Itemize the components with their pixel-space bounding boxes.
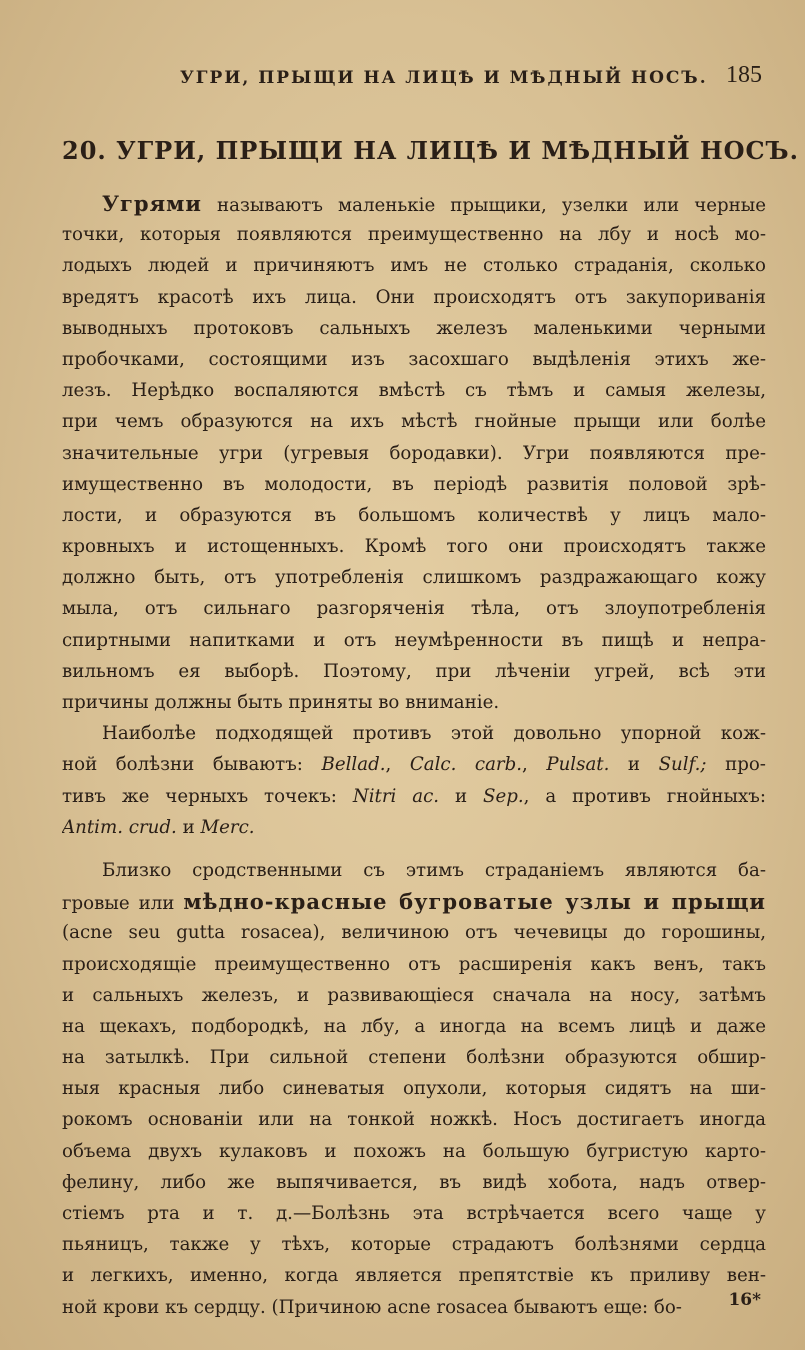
- text-run: пьяницъ, также у тѣхъ, которые страдаютъ болѣзнями сердца: [62, 1234, 766, 1256]
- text-run: кровныхъ и истощенныхъ. Кромѣ того они происходятъ также: [62, 536, 766, 558]
- paragraph: [62, 188, 766, 718]
- text-run: , а противъ гнойныхъ:: [523, 785, 766, 807]
- paragraph: [62, 855, 766, 1323]
- text-run: рокомъ основаніи или на тонкой ножкѣ. Носъ достигаетъ иногда: [62, 1109, 766, 1131]
- text-run: должно быть, отъ употребленія слишкомъ раздражающаго кожу: [62, 567, 766, 589]
- text-run: ной болѣзни бываютъ:: [62, 754, 322, 776]
- text-line: [62, 1260, 766, 1291]
- remedy-name: Nitri ac.: [352, 785, 440, 807]
- text-line: [62, 1073, 766, 1104]
- text-run: Близко сродственными съ этимъ страданіемъ являются ба-: [102, 859, 766, 881]
- text-run: и: [609, 754, 659, 776]
- text-line: [62, 562, 766, 593]
- bold-term: мѣдно-красные бугроватые узлы и прыщи: [183, 889, 766, 915]
- text-run: имущественно въ молодости, въ періодѣ развитія половой зрѣ-: [62, 473, 766, 495]
- text-run: мыла, отъ сильнаго разгоряченія тѣла, отъ злоупотребленія: [62, 598, 766, 620]
- text-line: [62, 219, 766, 250]
- text-line: [62, 917, 766, 948]
- remedy-name: Bellad.: [321, 754, 386, 776]
- text-line: [62, 1229, 766, 1260]
- text-line: [62, 1198, 766, 1229]
- text-line: [62, 781, 766, 812]
- text-run: спиртными напитками и отъ неумѣренности въ пищѣ и непра-: [62, 629, 766, 651]
- text-line: [62, 749, 766, 780]
- text-run: лости, и образуются въ большомъ количествѣ у лицъ мало-: [62, 504, 766, 526]
- text-run: ной крови къ сердцу. (Причиною acne rosacea бываютъ еще: бо-: [62, 1296, 682, 1318]
- remedy-name: Sep.: [483, 785, 524, 807]
- text-line: [62, 344, 766, 375]
- remedy-name: Merc.: [200, 816, 255, 838]
- text-run: фелину, либо же выпячивается, въ видѣ хобота, надъ отвер-: [62, 1171, 766, 1193]
- text-line: [62, 313, 766, 344]
- text-line: [62, 718, 766, 749]
- remedy-name: Sulf.;: [658, 754, 707, 776]
- text-run: пробочками, состоящими изъ засохшаго выдѣленія этихъ же-: [62, 348, 766, 370]
- text-run: объема двухъ кулаковъ и похожъ на большую бугристую карто-: [62, 1140, 766, 1162]
- text-run: ,: [522, 754, 547, 776]
- bold-term: Угрями: [102, 191, 202, 216]
- text-run: происходящіе преимущественно отъ расширенія какъ венъ, такъ: [62, 953, 766, 975]
- paragraph: [62, 718, 766, 843]
- text-run: значительные угри (угревыя бородавки). Угри появляются пре-: [62, 442, 766, 464]
- text-run: на затылкѣ. При сильной степени болѣзни образуются обшир-: [62, 1047, 766, 1069]
- text-line: [62, 656, 766, 687]
- text-line: [62, 1042, 766, 1073]
- text-run: тивъ же черныхъ точекъ:: [62, 785, 353, 807]
- text-run: называютъ маленькіе прыщики, узелки или черные: [201, 195, 766, 216]
- text-line: [62, 949, 766, 980]
- text-run: лодыхъ людей и причиняютъ имъ не столько страданія, сколько: [62, 255, 766, 277]
- running-title: УГРИ, ПРЫЩИ НА ЛИЦѢ И МѢДНЫЙ НОСЪ.: [180, 68, 708, 88]
- body-text: [62, 188, 766, 1323]
- text-run: ныя красныя либо синеватыя опухоли, которыя сидятъ на ши-: [62, 1078, 766, 1100]
- text-line: [62, 282, 766, 313]
- running-head: [62, 62, 762, 102]
- page-number: 185: [726, 62, 762, 88]
- text-run: лезъ. Нерѣдко воспаляются вмѣстѣ съ тѣмъ и самыя железы,: [62, 380, 766, 402]
- text-line: [62, 469, 766, 500]
- text-line: [62, 855, 766, 886]
- text-line: [62, 625, 766, 656]
- text-line: [62, 375, 766, 406]
- text-line: [62, 1011, 766, 1042]
- text-line: [62, 687, 766, 718]
- text-run: на щекахъ, подбородкѣ, на лбу, а иногда на всемъ лицѣ и даже: [62, 1015, 766, 1037]
- text-run: точки, которыя появляются преимущественно на лбу и носѣ мо-: [62, 224, 766, 246]
- text-line: [62, 980, 766, 1011]
- text-run: Наиболѣе подходящей противъ этой довольно упорной кож-: [102, 723, 766, 745]
- text-run: и: [439, 785, 484, 807]
- text-run: ,: [385, 754, 410, 776]
- text-run: вильномъ ея выборѣ. Поэтому, при лѣченіи угрей, всѣ эти: [62, 660, 766, 682]
- remedy-name: Calc. carb.: [409, 754, 523, 776]
- text-run: причины должны быть приняты во вниманіе.: [62, 692, 500, 713]
- paragraph-spacer: [62, 843, 766, 855]
- text-line: [62, 188, 766, 219]
- text-line: [62, 1104, 766, 1135]
- text-run: (acne seu gutta rosacea), величиною отъ чечевицы до горошины,: [62, 922, 766, 944]
- text-line: [62, 438, 766, 469]
- text-line: [62, 500, 766, 531]
- text-run: и легкихъ, именно, когда является препятствіе къ приливу вен-: [62, 1265, 766, 1287]
- text-run: и сальныхъ железъ, и развивающіеся сначала на носу, затѣмъ: [62, 984, 766, 1006]
- text-run: вредятъ красотѣ ихъ лица. Они происходятъ отъ закупориванія: [62, 286, 766, 308]
- remedy-name: Pulsat.: [546, 754, 610, 776]
- text-line: [62, 406, 766, 437]
- chapter-title: 20. УГРИ, ПРЫЩИ НА ЛИЦѢ И МѢДНЫЙ НОСЪ.: [62, 136, 799, 165]
- text-line: [62, 593, 766, 624]
- text-run: про-: [706, 754, 766, 776]
- text-line: [62, 812, 766, 843]
- text-line: [62, 1292, 766, 1323]
- text-line: [62, 250, 766, 281]
- text-run: при чемъ образуются на ихъ мѣстѣ гнойные прыщи или болѣе: [62, 411, 766, 433]
- text-line: [62, 886, 766, 917]
- text-line: [62, 1136, 766, 1167]
- text-run: стіемъ рта и т. д.—Болѣзнь эта встрѣчается всего чаще у: [62, 1203, 766, 1224]
- text-line: [62, 531, 766, 562]
- text-run: выводныхъ протоковъ сальныхъ железъ маленькими черными: [62, 317, 766, 339]
- text-run: и: [176, 816, 201, 838]
- signature-mark: 16*: [728, 1290, 761, 1310]
- text-line: [62, 1167, 766, 1198]
- text-run: гровые или: [62, 893, 184, 915]
- remedy-name: Antim. crud.: [62, 816, 177, 838]
